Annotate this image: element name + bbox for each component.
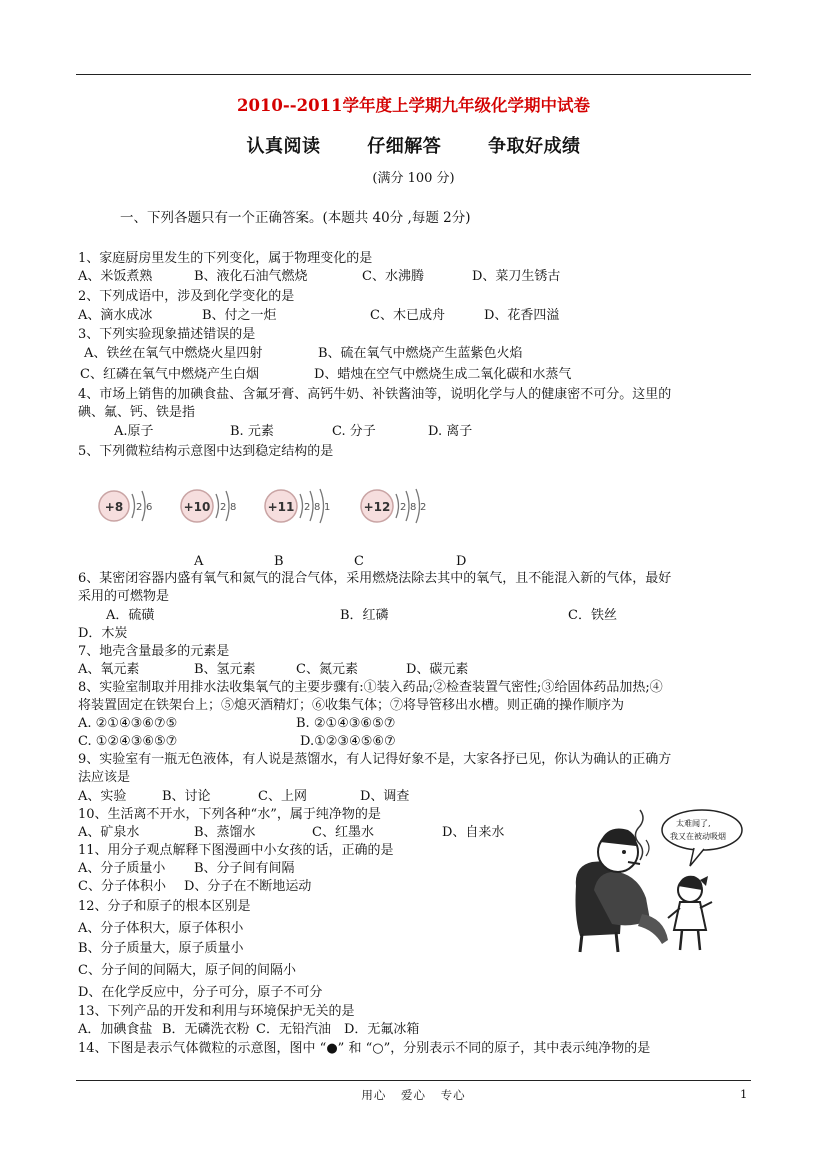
option: A、矿泉水 xyxy=(78,825,140,840)
question-2: 2、下列成语中，涉及到化学变化的是 xyxy=(78,289,295,304)
option: B、蒸馏水 xyxy=(194,825,256,840)
question-6: 6、某密闭容器内盛有氧气和氮气的混合气体，采用燃烧法除去其中的氧气，且不能混入新的气体，最好 xyxy=(78,571,672,586)
footer-rule xyxy=(76,1080,751,1081)
option: D.①②③④⑤⑥⑦ xyxy=(300,734,396,749)
question-10: 10、生活离不开水，下列各种“水”，属于纯净物的是 xyxy=(78,807,381,822)
option: D xyxy=(456,554,467,569)
option: C、上网 xyxy=(258,789,307,804)
option: B、氢元素 xyxy=(194,662,256,677)
option: A、分子质量小 xyxy=(78,861,166,876)
option: C、红磷在氧气中燃烧产生白烟 xyxy=(80,367,259,382)
option: A. ②①④③⑥⑦⑤ xyxy=(78,716,178,731)
full-score: (满分 100 分) xyxy=(372,171,455,186)
shell-count: 8 xyxy=(230,502,237,513)
option: A．加碘食盐 xyxy=(78,1022,153,1037)
slogan-2: 仔细解答 xyxy=(367,136,442,157)
question-11: 11、用分子观点解释下图漫画中小女孩的话，正确的是 xyxy=(78,843,394,858)
question-4-line2: 碘、氟、钙、铁是指 xyxy=(78,405,196,420)
option: D、调查 xyxy=(360,789,410,804)
question-12-option-b: B、分子质量大，原子质量小 xyxy=(78,941,244,956)
nucleus-label: +10 xyxy=(183,500,211,514)
bubble-text-1: 太难闻了, xyxy=(676,819,711,828)
question-5: 5、下列微粒结构示意图中达到稳定结构的是 xyxy=(78,444,334,459)
question-1: 1、家庭厨房里发生的下列变化，属于物理变化的是 xyxy=(78,251,373,266)
shell-count: 8 xyxy=(314,502,321,513)
option: A、实验 xyxy=(78,789,127,804)
option: C. ①②④③⑥⑤⑦ xyxy=(78,734,178,749)
option: C、红墨水 xyxy=(312,825,374,840)
option: C xyxy=(354,554,364,569)
option: D、自来水 xyxy=(442,825,505,840)
option: B、付之一炬 xyxy=(202,308,277,323)
question-14: 14、下图是表示气体微粒的示意图，图中 “●” 和 “○”，分别表示不同的原子，其中表示纯净物的是 xyxy=(78,1041,651,1056)
slogan-3: 争取好成绩 xyxy=(488,136,581,157)
shell-count: 2 xyxy=(420,502,427,513)
question-9-line2: 法应该是 xyxy=(78,770,131,785)
option: B. ②①④③⑥⑤⑦ xyxy=(296,716,396,731)
option: C、水沸腾 xyxy=(362,269,424,284)
option: A、氧元素 xyxy=(78,662,140,677)
option: A、滴水成冰 xyxy=(78,308,153,323)
shell-count: 2 xyxy=(304,502,311,513)
question-6-line2: 采用的可燃物是 xyxy=(78,589,170,604)
option: C、分子体积小 xyxy=(78,879,166,894)
question-12-option-a: A、分子体积大，原子体积小 xyxy=(78,921,244,936)
page-number: 1 xyxy=(740,1087,748,1101)
option: B xyxy=(274,554,284,569)
option: B、分子间有间隔 xyxy=(194,861,295,876)
option: C．无铅汽油 xyxy=(256,1022,331,1037)
exam-title: 2010--2011学年度上学期九年级化学期中试卷 xyxy=(236,96,591,115)
nucleus-label: +11 xyxy=(267,500,295,514)
question-13: 13、下列产品的开发和利用与环境保护无关的是 xyxy=(78,1004,355,1019)
option: C、木已成舟 xyxy=(370,308,445,323)
shell-count: 2 xyxy=(400,502,407,513)
option: D．无氟冰箱 xyxy=(344,1022,420,1037)
option: C、氮元素 xyxy=(296,662,358,677)
option: A、铁丝在氧气中燃烧火星四射 xyxy=(84,346,263,361)
option: B、讨论 xyxy=(162,789,211,804)
option: B、硫在氧气中燃烧产生蓝紫色火焰 xyxy=(318,346,523,361)
option: D、分子在不断地运动 xyxy=(184,879,312,894)
option: D、菜刀生锈古 xyxy=(472,269,561,284)
option: A xyxy=(194,554,204,569)
footer-item: 爱心 xyxy=(401,1088,426,1102)
question-4: 4、市场上销售的加碘食盐、含氟牙膏、高钙牛奶、补铁酱油等，说明化学与人的健康密不可分。这里的 xyxy=(78,387,672,402)
shell-count: 6 xyxy=(146,502,153,513)
shell-count: 8 xyxy=(410,502,417,513)
atom-diagram-a xyxy=(96,486,166,526)
atom-diagram-b xyxy=(178,486,250,526)
question-3: 3、下列实验现象描述错误的是 xyxy=(78,327,256,342)
question-7: 7、地壳含量最多的元素是 xyxy=(78,644,230,659)
option: A.原子 xyxy=(114,424,154,439)
option: B．无磷洗衣粉 xyxy=(162,1022,250,1037)
question-9: 9、实验室有一瓶无色液体，有人说是蒸馏水，有人记得好象不是，大家各抒已见，你认为确认的正确方 xyxy=(78,752,672,767)
option: B. 元素 xyxy=(230,424,274,439)
shell-count: 2 xyxy=(220,502,227,513)
option: C．铁丝 xyxy=(568,608,617,623)
atom-diagram-c xyxy=(262,486,344,526)
option: D．木炭 xyxy=(78,626,128,641)
footer-item: 用心 xyxy=(361,1088,387,1102)
option: B、液化石油气燃烧 xyxy=(194,269,308,284)
option: D、花香四溢 xyxy=(484,308,560,323)
atom-diagram-d xyxy=(358,486,440,526)
slogan-line xyxy=(0,132,827,158)
header-rule xyxy=(76,74,751,75)
section-heading: 一、下列各题只有一个正确答案。(本题共 40分 ,每题 2分) xyxy=(120,210,471,226)
option: A．硫磺 xyxy=(106,608,155,623)
shell-count: 2 xyxy=(136,502,143,513)
slogan-1: 认真阅读 xyxy=(246,136,321,157)
question-12-option-d: D、在化学反应中，分子可分，原子不可分 xyxy=(78,985,323,1000)
bubble-text-2: 我又在被动吸烟 xyxy=(670,832,726,841)
question-12: 12、分子和原子的根本区别是 xyxy=(78,899,251,914)
option: C. 分子 xyxy=(332,424,376,439)
option: D、碳元素 xyxy=(406,662,469,677)
option: D. 离子 xyxy=(428,424,473,439)
footer-slogans xyxy=(0,1087,827,1103)
question-12-option-c: C、分子间的间隔大，原子间的间隔小 xyxy=(78,963,296,978)
shell-count: 1 xyxy=(324,502,331,513)
option: B．红磷 xyxy=(340,608,389,623)
question-8-line2: 将装置固定在铁架台上；⑤熄灭酒精灯；⑥收集气体；⑦将导管移出水槽。则正确的操作顺序为 xyxy=(78,698,625,713)
question-8: 8、实验室制取并用排水法收集氧气的主要步骤有:①装入药品;②检查装置气密性;③给固体药品加热;④ xyxy=(78,680,663,695)
footer-item: 专心 xyxy=(440,1088,466,1102)
nucleus-label: +8 xyxy=(104,500,124,514)
option: D、蜡烛在空气中燃烧生成二氧化碳和水蒸气 xyxy=(314,367,572,382)
nucleus-label: +12 xyxy=(363,500,391,514)
option: A、米饭煮熟 xyxy=(78,269,153,284)
